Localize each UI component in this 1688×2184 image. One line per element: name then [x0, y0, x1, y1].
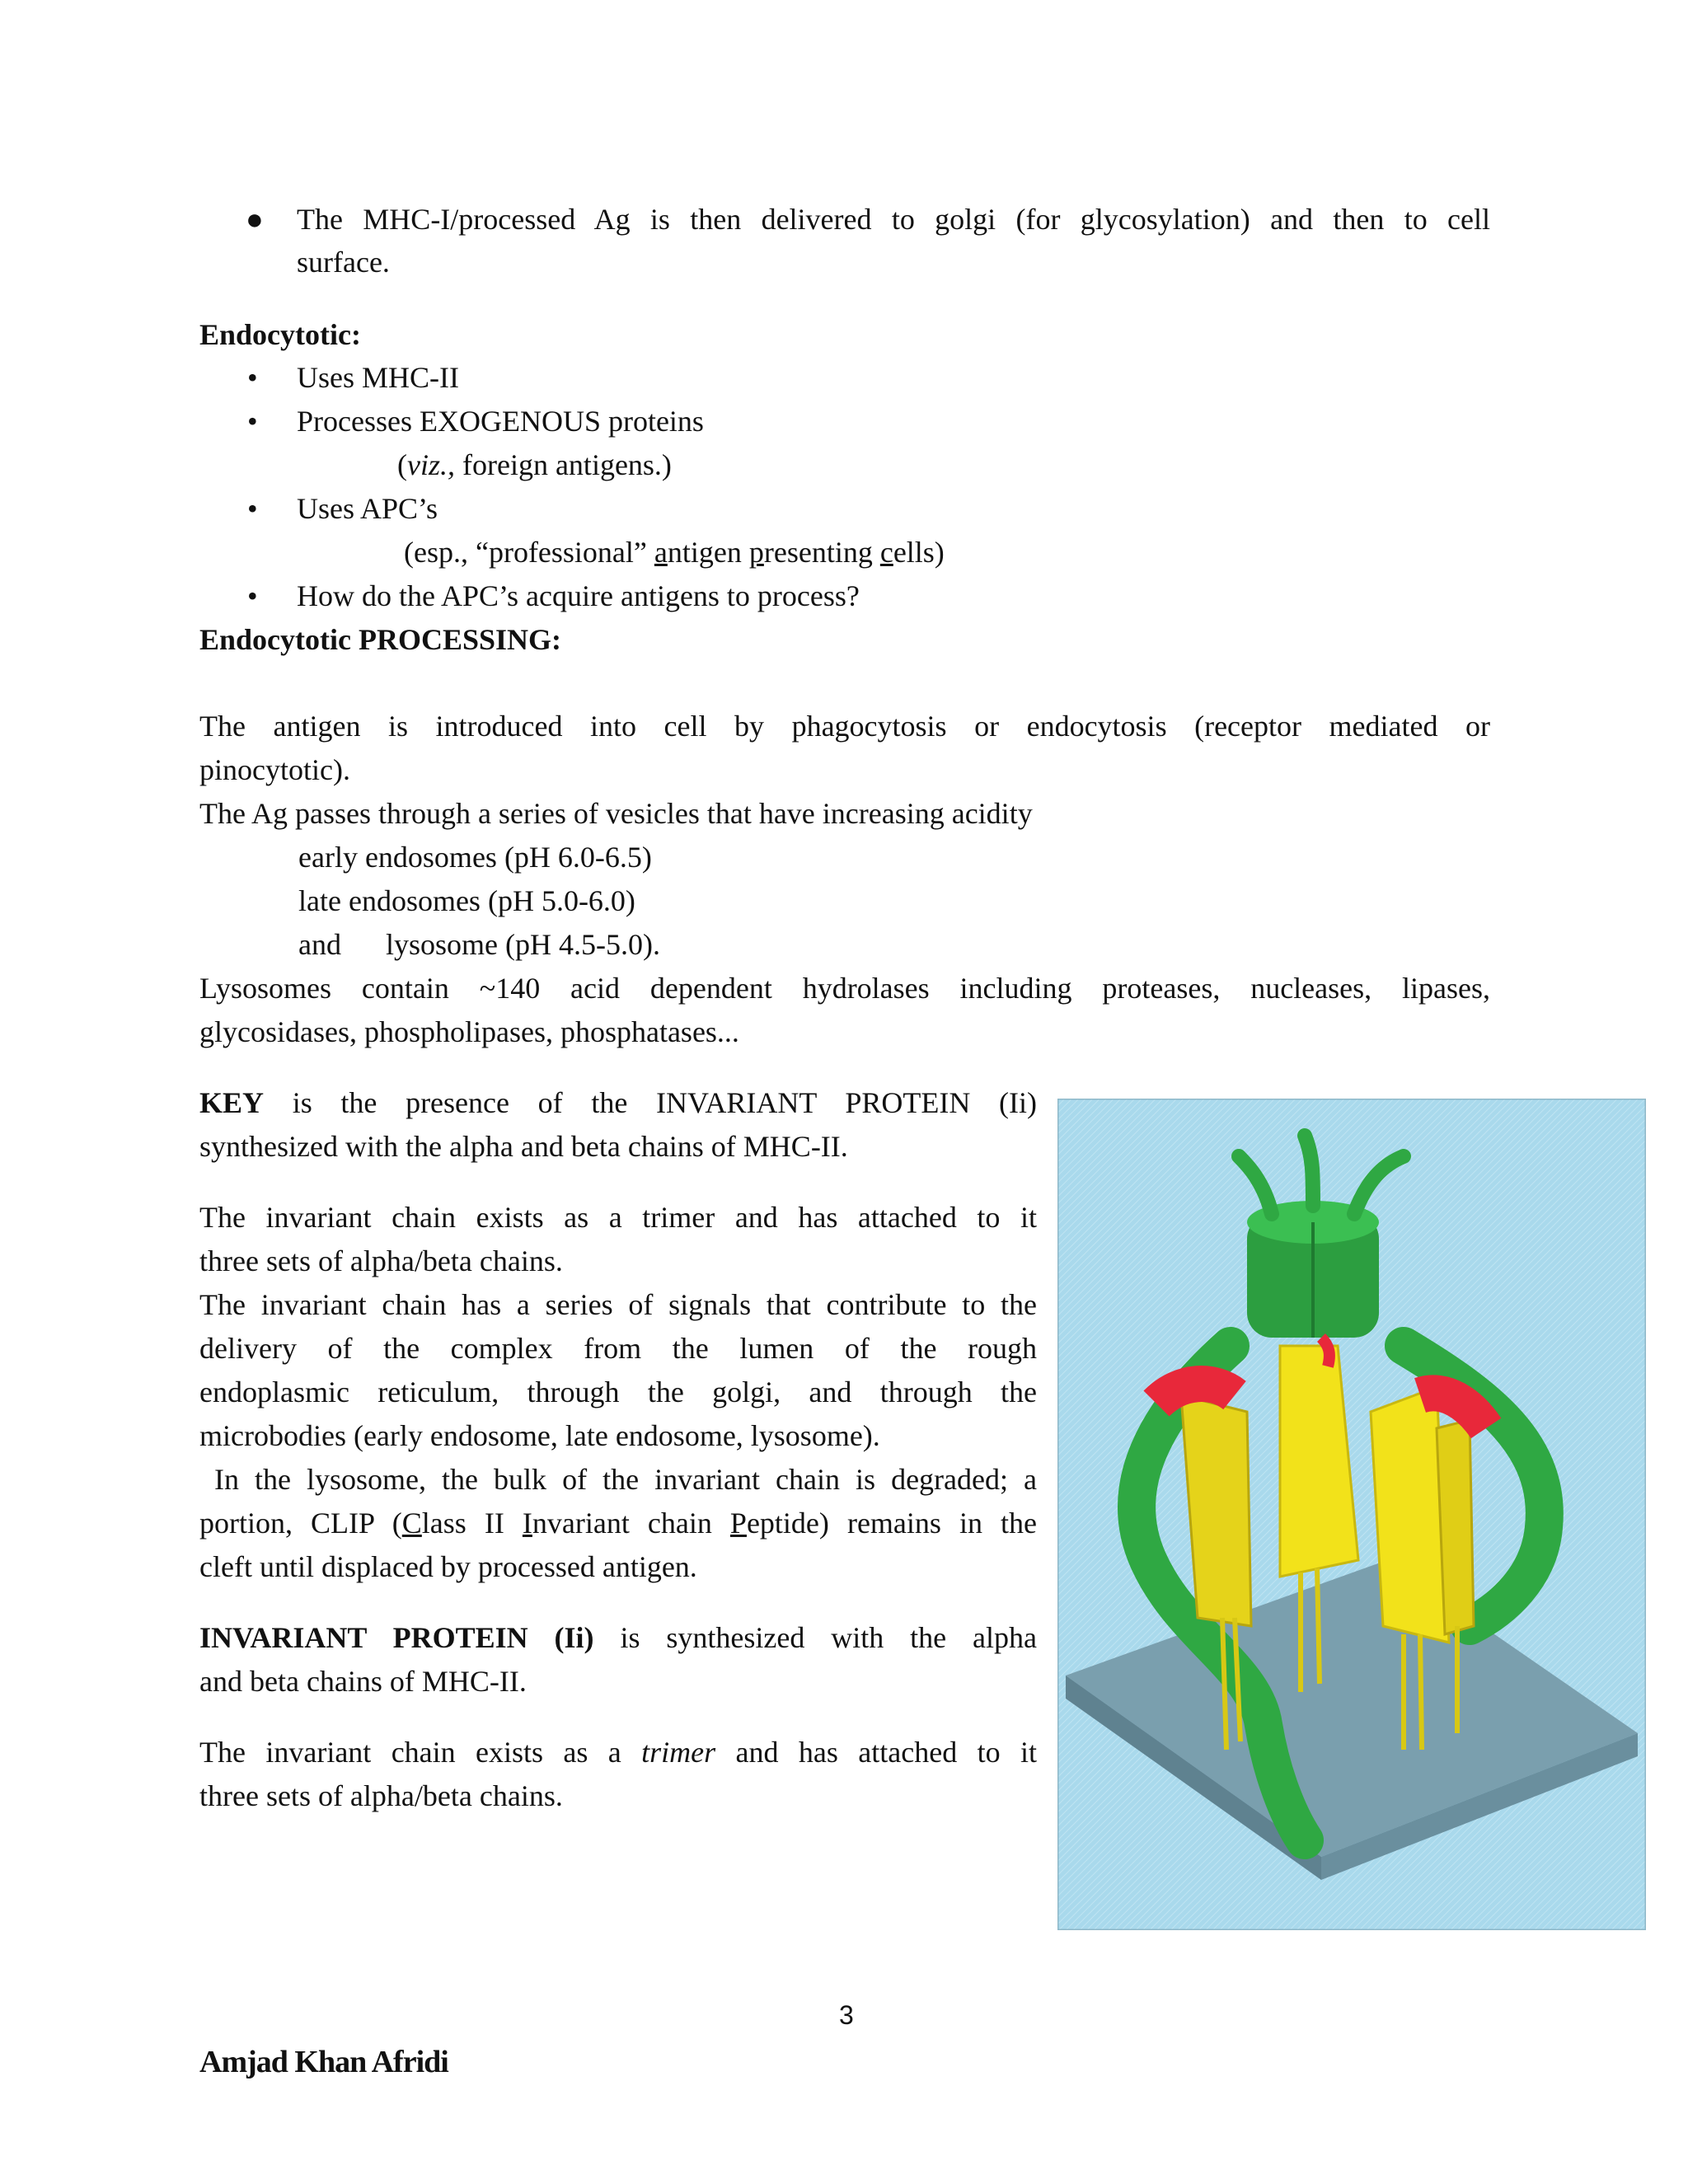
lysosome-line2: glycosidases, phospholipases, phosphatases...	[199, 1015, 739, 1048]
lysosome-line1: Lysosomes contain ~140 acid dependent hydrolases including proteases, nucleases, lipases,	[199, 972, 1490, 1005]
invariant-line3: The invariant chain has a series of signals that contribute to the	[199, 1288, 1037, 1321]
invariant-last-line: cleft until displaced by processed antigen.	[199, 1550, 697, 1583]
bullet-dot: ●	[246, 203, 264, 236]
stage-late: late endosomes (pH 5.0-6.0)	[298, 884, 635, 917]
invariant-chain-figure	[1057, 1099, 1646, 1930]
key-line2: synthesized with the alpha and beta chains of MHC-II.	[199, 1130, 848, 1163]
endocytotic-item-1: Uses MHC-II	[297, 361, 459, 394]
clip-peptide-left	[1156, 1384, 1235, 1404]
intro-bullet-line1: The MHC-I/processed Ag is then delivered to golgi (for glycosylation) and then to cell	[297, 203, 1490, 236]
processing-para1-line2: pinocytotic).	[199, 753, 350, 786]
author-name: Amjad Khan Afridi	[199, 2045, 448, 2079]
viz-note: (viz., foreign antigens.)	[397, 448, 672, 481]
clip-line: portion, CLIP (Class II Invariant chain Peptide) remains in the	[199, 1507, 1038, 1540]
bullet-dot: •	[247, 405, 258, 438]
bullet-dot: •	[247, 579, 258, 612]
page-number: 3	[839, 2000, 854, 2030]
esp-note: (esp., “professional” antigen presenting cells)	[404, 536, 945, 569]
stage-lysosome: and lysosome (pH 4.5-5.0).	[298, 928, 660, 961]
intro-bullet-line2: surface.	[297, 246, 390, 279]
processing-para2: The Ag passes through a series of vesicles that have increasing acidity	[199, 797, 1033, 830]
endocytotic-item-2: Processes EXOGENOUS proteins	[297, 405, 704, 438]
trimer-tail-mid	[1305, 1136, 1313, 1206]
invariant-protein-line2: and beta chains of MHC-II.	[199, 1665, 527, 1698]
invariant-line4: delivery of the complex from the lumen of the rough	[199, 1332, 1037, 1365]
processing-heading: Endocytotic PROCESSING:	[199, 623, 562, 656]
trimer-line2: three sets of alpha/beta chains.	[199, 1779, 563, 1812]
trimer-line1: The invariant chain exists as a trimer and has attached to it	[199, 1736, 1037, 1769]
invariant-line2: three sets of alpha/beta chains.	[199, 1244, 563, 1277]
invariant-line6: microbodies (early endosome, late endosome, lysosome).	[199, 1419, 880, 1452]
invariant-line5: endoplasmic reticulum, through the golgi, and through the	[199, 1376, 1037, 1408]
endocytotic-item-4: How do the APC’s acquire antigens to process?	[297, 579, 860, 612]
invariant-line7: In the lysosome, the bulk of the invariant chain is degraded; a	[214, 1463, 1037, 1496]
key-line1: KEY is the presence of the INVARIANT PROTEIN (Ii)	[199, 1086, 1038, 1119]
bullet-dot: •	[247, 361, 258, 394]
invariant-protein-line1: INVARIANT PROTEIN (Ii) is synthesized with the alpha	[199, 1621, 1037, 1654]
processing-para1-line1: The antigen is introduced into cell by phagocytosis or endocytosis (receptor mediated or	[199, 710, 1490, 743]
invariant-line1: The invariant chain exists as a trimer and has attached to it	[199, 1201, 1037, 1234]
endocytotic-heading: Endocytotic:	[199, 318, 361, 351]
mhc-alpha-beta-right	[1371, 1387, 1449, 1643]
stage-early: early endosomes (pH 6.0-6.5)	[298, 841, 652, 874]
endocytotic-item-3: Uses APC’s	[297, 492, 438, 525]
bullet-dot: •	[247, 492, 258, 525]
